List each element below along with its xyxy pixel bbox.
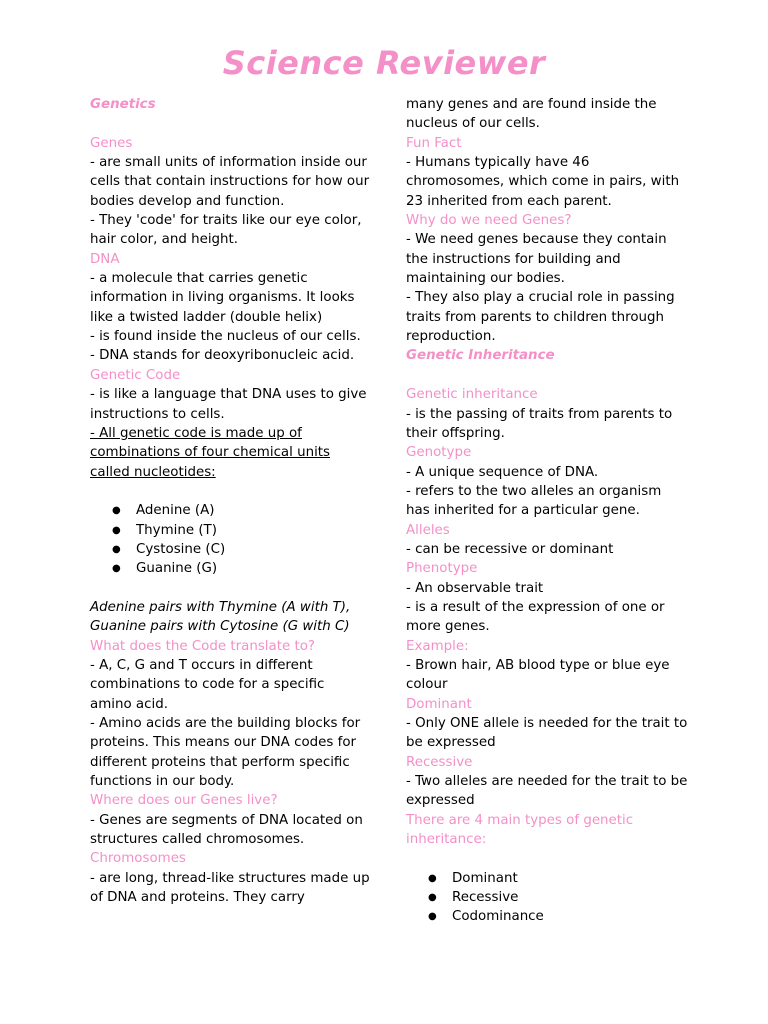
text-translate-2: - Amino acids are the building blocks for proteins. This means our DNA codes for different proteins that perform specific functions in our body. [90, 716, 361, 790]
heading-alleles: Alleles [406, 522, 450, 538]
list-item: ● Codominance [406, 907, 688, 926]
heading-genetic-inheritance: Genetic inheritance [406, 387, 538, 403]
list-item: ● Recessive [406, 888, 688, 907]
text-alleles-1: - can be recessive or dominant [406, 541, 614, 557]
list-item: ● Cystosine (C) [90, 540, 370, 559]
text-translate-1: - A, C, G and T occurs in different combinations to code for a specific amino acid. [90, 657, 325, 712]
text-dna-2: - is found inside the nucleus of our cells. [90, 329, 361, 345]
text-live-1: - Genes are segments of DNA located on structures called chromosomes. [90, 812, 363, 848]
text-genes-2: - They 'code' for traits like our eye color, hair color, and height. [90, 213, 362, 248]
text-base-pairs: Adenine pairs with Thymine (A with T), Guanine pairs with Cytosine (G with C) [90, 599, 351, 635]
text-fun-fact: - Humans typically have 46 chromosomes, which come in pairs, with 23 inherited from each parent. [406, 155, 680, 209]
heading-code-translate: What does the Code translate to? [90, 638, 316, 654]
text-phenotype-1: - An observable trait [406, 580, 544, 596]
list-item: ● Adenine (A) [90, 501, 370, 520]
text-example-1: - Brown hair, AB blood type or blue eye colour [406, 657, 670, 693]
heading-recessive: Recessive [406, 754, 473, 770]
heading-dominant: Dominant [406, 696, 472, 712]
text-chromosomes-1: - are long, thread-like structures made up of DNA and proteins. They carry [90, 870, 370, 906]
heading-fun-fact: Fun Fact [406, 135, 462, 151]
list-item: ● Thymine (T) [90, 521, 370, 540]
heading-genetic-code: Genetic Code [90, 367, 181, 383]
text-why-2: - They also play a crucial role in passing traits from parents to children through reproduction. [406, 290, 675, 345]
text-code-2: - All genetic code is made up of combinations of four chemical units called nucleotides: [90, 425, 331, 480]
heading-why-genes: Why do we need Genes? [406, 213, 572, 229]
section-heading-genetics: Genetics [90, 97, 156, 112]
text-genes-1: - are small units of information inside our cells that contain instructions for how our bodies develop and function. [90, 155, 370, 209]
heading-inheritance-types: There are 4 main types of genetic inheritance: [406, 812, 634, 848]
left-column [90, 95, 370, 907]
text-why-1: - We need genes because they contain the instructions for building and maintaining our bodies. [406, 232, 667, 287]
text-genotype-1: - A unique sequence of DNA. [406, 464, 599, 480]
text-phenotype-2: - is a result of the expression of one or more genes. [406, 599, 665, 635]
list-item: ● Guanine (G) [90, 559, 370, 578]
text-dna-3: - DNA stands for deoxyribonucleic acid. [90, 348, 355, 364]
heading-genes-live: Where does our Genes live? [90, 793, 278, 809]
right-column [406, 95, 688, 927]
heading-dna: DNA [90, 251, 120, 267]
heading-genes: Genes [90, 135, 133, 151]
heading-example: Example: [406, 638, 469, 654]
list-item: ● Dominant [406, 869, 688, 888]
text-inheritance-1: - is the passing of traits from parents to their offspring. [406, 406, 673, 441]
text-dominant-1: - Only ONE allele is needed for the trait to be expressed [406, 716, 688, 751]
text-recessive-1: - Two alleles are needed for the trait to be expressed [406, 774, 688, 809]
heading-chromosomes: Chromosomes [90, 851, 186, 867]
section-heading-inheritance: Genetic Inheritance [406, 348, 555, 364]
text-genotype-2: - refers to the two alleles an organism has inherited for a particular gene. [406, 483, 662, 519]
text-dna-1: - a molecule that carries genetic information in living organisms. It looks like a twisted ladder (double helix) [90, 271, 355, 325]
text-code-1: - is like a language that DNA uses to give instructions to cells. [90, 387, 367, 422]
page-title: Science Reviewer [222, 44, 546, 82]
text-chromosomes-cont: many genes and are found inside the nucleus of our cells. [406, 97, 657, 132]
heading-phenotype: Phenotype [406, 561, 478, 577]
heading-genotype: Genotype [406, 445, 472, 461]
inheritance-types-list [406, 869, 688, 927]
nucleotide-list [90, 501, 370, 578]
